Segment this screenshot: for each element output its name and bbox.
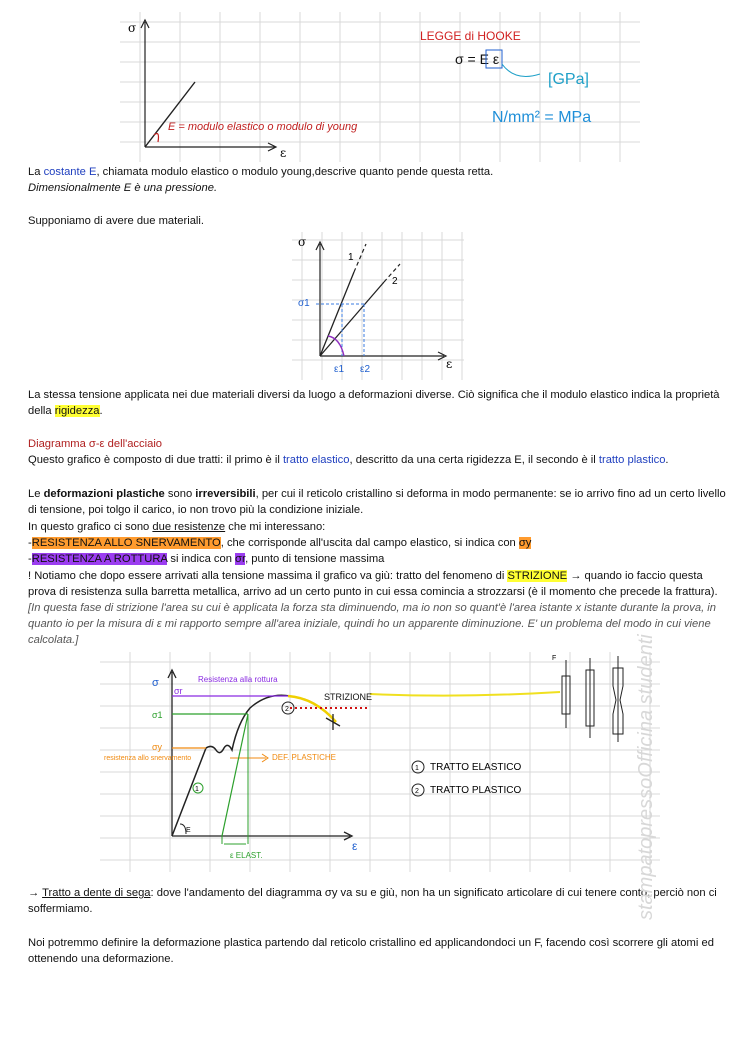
paragraph-strizione: ! Notiamo che dopo essere arrivati alla tensione massima il grafico va giù: tratto del fenomeno di STRIZIONE → quando io faccio questa prova di resistenza sulla barretta metallica, arrivo ad un certo punto in cui essa comincia a strozzarsi (è il momento che precede la frattura). [In questa fase di strizione l'area su cui è applicata la forza sta diminuendo, ma io non so quant'è l'area istante x istante durante la prova, in quanto io per la misura di ε mi rapporto sempre all'area iniziale, quindi ho un apparente diminuzione. E' un problema del modo in cui viene calcolata.] <box>28 570 718 646</box>
stress-strain-curve <box>172 695 315 836</box>
paragraph-dente-di-sega: → Tratto a dente di sega: dove l'andamento del diagramma σy va su e giù, non ha un significato articolare di cui tenere conto, perciò non ci soffermiamo. <box>28 887 717 915</box>
term-costante-e: costante E <box>43 166 97 178</box>
svg-text:F: F <box>552 655 557 662</box>
watermark <box>630 540 660 920</box>
section-heading: Diagramma σ-ε dell'acciaio <box>28 438 163 450</box>
svg-text:1: 1 <box>348 252 354 263</box>
svg-text:ε1: ε1 <box>334 364 345 375</box>
svg-text:E: E <box>186 827 191 834</box>
law-title: LEGGE di HOOKE <box>420 29 521 43</box>
figure-hooke <box>120 12 640 162</box>
line-material-1 <box>320 272 354 356</box>
label-res-rottura: Resistenza alla rottura <box>198 675 278 684</box>
svg-text:σ: σ <box>152 677 159 689</box>
label-res-snervamento: resistenza allo snervamento <box>104 755 192 762</box>
paragraph-lattice: Noi potremmo definire la deformazione plastica partendo dal reticolo cristallino ed applicandondoci un F, facendo così scorrere gli atomi ed ottenendo una deformazione. <box>28 937 714 965</box>
paragraph-two-segments: Questo grafico è composto di due tratti: il primo è il tratto elastico, descritto da una certa rigidezza E, il secondo è il tratto plastico. <box>28 454 669 466</box>
svg-text:ε: ε <box>352 839 358 853</box>
label-tratto-plastico: TRATTO PLASTICO <box>430 785 522 796</box>
svg-text:1: 1 <box>195 786 199 793</box>
figure-two-materials <box>292 232 464 380</box>
label-def-plastiche: DEF. PLASTICHE <box>272 753 337 762</box>
unit-equation: N/mm² = MPa <box>492 109 592 126</box>
paragraph-dimensional: Dimensionalmente E è una pressione. <box>28 182 218 194</box>
law-formula: σ = E ε <box>455 51 500 67</box>
svg-text:σ1: σ1 <box>152 710 163 720</box>
paragraph-two-resistances: In questo grafico ci sono due resistenze che mi interessano: <box>28 521 326 533</box>
svg-text:2: 2 <box>392 276 398 287</box>
y-axis-label: σ <box>128 21 137 35</box>
term-rigidezza: rigidezza <box>54 405 100 417</box>
label-tratto-elastico: TRATTO ELASTICO <box>430 762 522 773</box>
line-material-2 <box>320 282 384 356</box>
paragraph-plastic-deformations: Le deformazioni plastiche sono irreversibili, per cui il reticolo cristallino si deforma in modo permanente: se io arrivo fino ad un certo livello di tensione, poi tolgo il carico, io non trovo più la condizione iniziale. <box>28 488 726 516</box>
unit-box: [GPa] <box>548 71 589 88</box>
svg-text:σr: σr <box>174 686 183 696</box>
paragraph-modulus: La costante E, chiamata modulo elastico o modulo young,descrive quanto pende questa retta. <box>28 166 494 178</box>
label-strizione: STRIZIONE <box>324 692 373 702</box>
svg-text:2: 2 <box>285 706 289 713</box>
modulus-annotation: E = modulo elastico o modulo di young <box>168 121 358 133</box>
svg-text:ε: ε <box>446 357 453 371</box>
item-yield-strength: -RESISTENZA ALLO SNERVAMENTO, che corrisponde all'uscita dal campo elastico, si indica con σy <box>28 537 532 549</box>
svg-text:stampatopressoOfficina student: stampatopressoOfficina studenti <box>635 634 657 920</box>
label-e-elast: ε ELAST. <box>230 851 263 860</box>
paragraph-two-materials: Supponiamo di avere due materiali. <box>28 215 204 227</box>
x-axis-label: ε <box>280 146 287 160</box>
paragraph-rigidezza: La stessa tensione applicata nei due materiali diversi da luogo a deformazioni diverse. Ciò significa che il modulo elastico indica la proprietà della rigidezza. <box>28 389 720 417</box>
svg-text:σ1: σ1 <box>298 298 310 309</box>
svg-text:σ: σ <box>298 235 307 249</box>
svg-text:σy: σy <box>152 742 163 752</box>
figure-steel-diagram <box>100 652 660 872</box>
svg-text:ε2: ε2 <box>360 364 371 375</box>
item-ultimate-strength: -RESISTENZA A ROTTURA si indica con σr, punto di tensione massima <box>28 553 385 565</box>
svg-text:2: 2 <box>415 788 419 795</box>
svg-text:1: 1 <box>415 765 419 772</box>
elastic-line <box>145 82 195 147</box>
